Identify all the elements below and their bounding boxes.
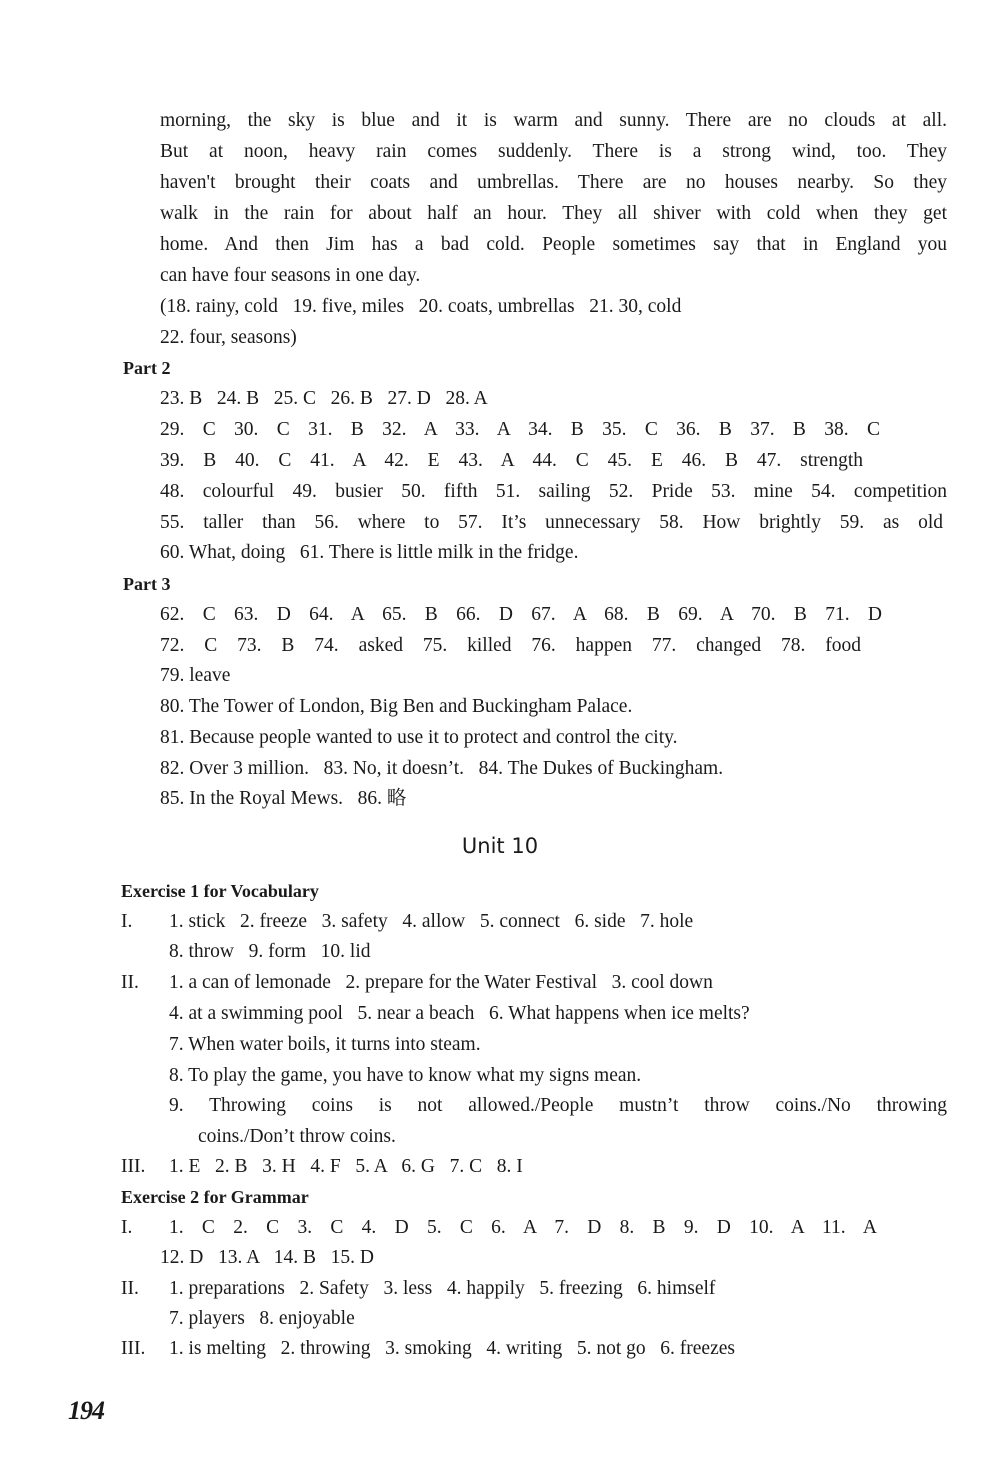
exercise1-answer-line: 1. stick 2. freeze 3. safety 4. allow 5. connect 6. side 7. hole xyxy=(169,911,694,932)
passage-line: haven't brought their coats and umbrellas. There are no houses nearby. So they xyxy=(160,172,947,193)
exercise2-answer-line: 7. players 8. enjoyable xyxy=(169,1308,355,1329)
passage-answers: 22. four, seasons) xyxy=(160,327,297,348)
passage-line: morning, the sky is blue and it is warm and sunny. There are no clouds at all. xyxy=(160,110,947,131)
exercise1-answer-line: coins./Don’t throw coins. xyxy=(198,1126,396,1147)
exercise2-answer-line: 1. is melting 2. throwing 3. smoking 4. writing 5. not go 6. freezes xyxy=(169,1338,735,1359)
passage-line: But at noon, heavy rain comes suddenly. There is a strong wind, too. They xyxy=(160,141,947,162)
section-numeral: III. xyxy=(121,1156,146,1177)
exercise1-heading: Exercise 1 for Vocabulary xyxy=(121,881,319,901)
part3-answer-line: 82. Over 3 million. 83. No, it doesn’t. 84. The Dukes of Buckingham. xyxy=(160,758,724,779)
part2-answer-line: 60. What, doing 61. There is little milk in the fridge. xyxy=(160,542,579,563)
section-numeral: II. xyxy=(121,972,139,993)
exercise2-heading: Exercise 2 for Grammar xyxy=(121,1187,309,1207)
part3-answer-line: 85. In the Royal Mews. 86. 略 xyxy=(160,788,407,809)
section-numeral: III. xyxy=(121,1338,146,1359)
exercise1-answer-line: 4. at a swimming pool 5. near a beach 6. What happens when ice melts? xyxy=(169,1003,750,1024)
exercise2-answer-line: 1. C 2. C 3. C 4. D 5. C 6. A 7. D 8. B 9. D 10. A 11. A xyxy=(169,1217,877,1238)
exercise2-answer-line: 1. preparations 2. Safety 3. less 4. happily 5. freezing 6. himself xyxy=(169,1278,716,1299)
part3-answer-line: 81. Because people wanted to use it to protect and control the city. xyxy=(160,727,678,748)
part3-answer-line: 79. leave xyxy=(160,665,231,686)
exercise1-answer-line: 1. a can of lemonade 2. prepare for the Water Festival 3. cool down xyxy=(169,972,713,993)
page-number: 194 xyxy=(68,1396,104,1425)
part2-answer-line: 39. B 40. C 41. A 42. E 43. A 44. C 45. E 46. B 47. strength xyxy=(160,450,863,471)
part2-answer-line: 55. taller than 56. where to 57. It’s unnecessary 58. How brightly 59. as old xyxy=(160,512,943,533)
exercise1-answer-line: 1. E 2. B 3. H 4. F 5. A 6. G 7. C 8. I xyxy=(169,1156,523,1177)
part2-answer-line: 23. B 24. B 25. C 26. B 27. D 28. A xyxy=(160,388,488,409)
section-numeral: II. xyxy=(121,1278,139,1299)
passage-line: home. And then Jim has a bad cold. People sometimes say that in England you xyxy=(160,234,947,255)
part2-heading: Part 2 xyxy=(123,358,171,378)
part3-answer-line: 62. C 63. D 64. A 65. B 66. D 67. A 68. B 69. A 70. B 71. D xyxy=(160,604,882,625)
exercise1-answer-line: 7. When water boils, it turns into steam. xyxy=(169,1034,481,1055)
section-numeral: I. xyxy=(121,1217,133,1238)
part3-answer-line: 72. C 73. B 74. asked 75. killed 76. happen 77. changed 78. food xyxy=(160,635,861,656)
part2-answer-line: 29. C 30. C 31. B 32. A 33. A 34. B 35. C 36. B 37. B 38. C xyxy=(160,419,880,440)
section-numeral: I. xyxy=(121,911,133,932)
exercise1-answer-line: 9. Throwing coins is not allowed./People mustn’t throw coins./No throwing xyxy=(169,1095,947,1116)
part3-heading: Part 3 xyxy=(123,574,171,594)
unit-title: Unit 10 xyxy=(461,834,539,858)
passage-line: walk in the rain for about half an hour. They all shiver with cold when they get xyxy=(160,203,947,224)
passage-answers: (18. rainy, cold 19. five, miles 20. coats, umbrellas 21. 30, cold xyxy=(160,296,682,317)
part3-answer-line: 80. The Tower of London, Big Ben and Buckingham Palace. xyxy=(160,696,633,717)
exercise2-answer-line: 12. D 13. A 14. B 15. D xyxy=(160,1247,374,1268)
exercise1-answer-line: 8. To play the game, you have to know what my signs mean. xyxy=(169,1065,642,1086)
passage-line: can have four seasons in one day. xyxy=(160,265,421,286)
part2-answer-line: 48. colourful 49. busier 50. fifth 51. sailing 52. Pride 53. mine 54. competition xyxy=(160,481,947,502)
exercise1-answer-line: 8. throw 9. form 10. lid xyxy=(169,941,371,962)
